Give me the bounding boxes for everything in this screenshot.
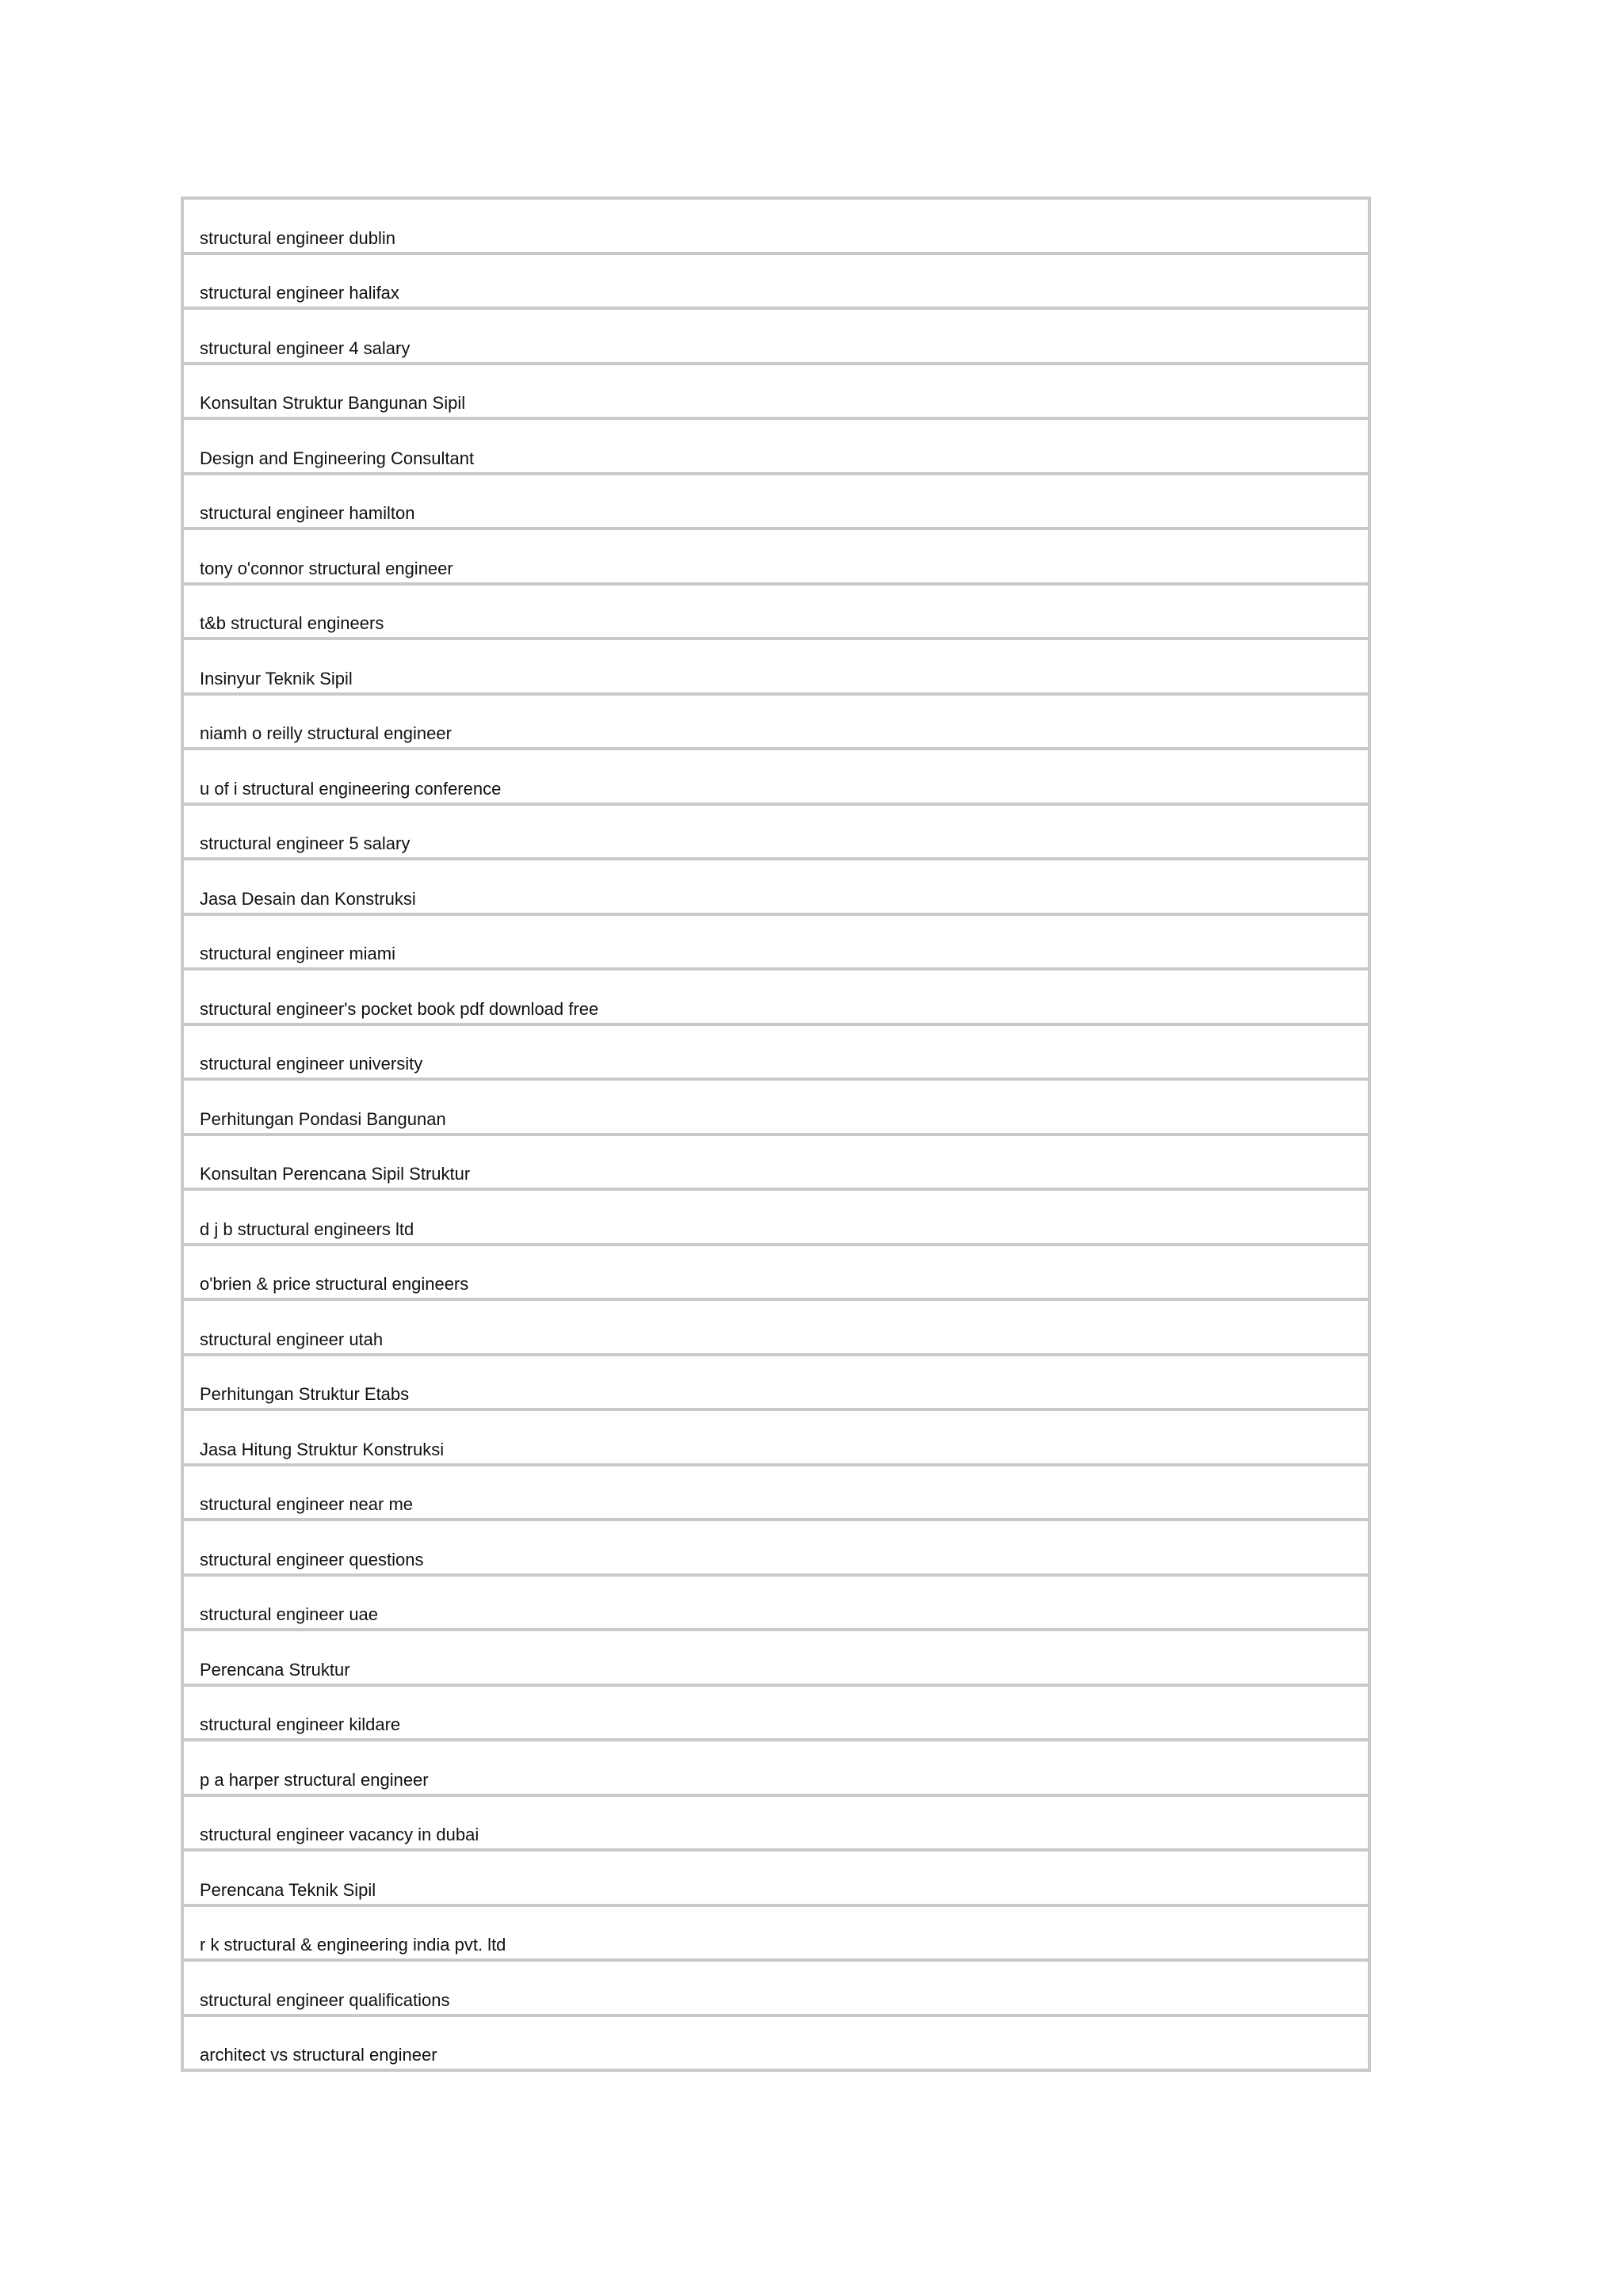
table-cell: Konsultan Struktur Bangunan Sipil <box>200 393 466 413</box>
table-row <box>184 1907 1368 1962</box>
table-row <box>184 750 1368 806</box>
table-row <box>184 255 1368 311</box>
table-cell: structural engineer utah <box>200 1329 384 1349</box>
table-row <box>184 1631 1368 1687</box>
keyword-table <box>181 196 1371 2072</box>
table-cell: r k structural & engineering india pvt. ltd <box>200 1935 506 1955</box>
table-cell: t&b structural engineers <box>200 613 384 633</box>
table-cell: structural engineer halifax <box>200 283 399 303</box>
table-cell: structural engineer near me <box>200 1494 414 1514</box>
table-cell: structural engineer vacancy in dubai <box>200 1825 479 1844</box>
table-row <box>184 860 1368 916</box>
table-row <box>184 475 1368 531</box>
table-row <box>184 1962 1368 2017</box>
table-row <box>184 806 1368 861</box>
table-cell: structural engineer miami <box>200 944 395 963</box>
table-row <box>184 1356 1368 1412</box>
table-row <box>184 1191 1368 1246</box>
table-cell: Insinyur Teknik Sipil <box>200 668 353 688</box>
table-row <box>184 1466 1368 1522</box>
table-cell: Design and Engineering Consultant <box>200 448 475 468</box>
table-row <box>184 585 1368 641</box>
table-row <box>184 1411 1368 1466</box>
table-cell: Perhitungan Struktur Etabs <box>200 1384 410 1404</box>
table-cell: structural engineer hamilton <box>200 503 415 523</box>
table-cell: Jasa Hitung Struktur Konstruksi <box>200 1439 445 1459</box>
table-row <box>184 640 1368 696</box>
table-cell: niamh o reilly structural engineer <box>200 723 452 743</box>
table-row <box>184 1687 1368 1742</box>
table-row <box>184 1741 1368 1797</box>
table-cell: tony o'connor structural engineer <box>200 558 453 578</box>
table-row <box>184 1136 1368 1192</box>
table-row <box>184 971 1368 1026</box>
table-row <box>184 696 1368 751</box>
table-row <box>184 1797 1368 1852</box>
table-cell: structural engineer kildare <box>200 1714 401 1734</box>
table-cell: structural engineer questions <box>200 1549 424 1569</box>
table-cell: p a harper structural engineer <box>200 1769 429 1790</box>
table-cell: Perhitungan Pondasi Bangunan <box>200 1108 446 1129</box>
table-row <box>184 1301 1368 1356</box>
table-cell: architect vs structural engineer <box>200 2045 437 2065</box>
table-row <box>184 1577 1368 1632</box>
table-row <box>184 200 1368 255</box>
table-cell: structural engineer qualifications <box>200 1989 450 2010</box>
table-row <box>184 916 1368 971</box>
table-cell: Perencana Struktur <box>200 1659 350 1680</box>
table-row <box>184 1852 1368 1907</box>
table-cell: structural engineer 4 salary <box>200 338 411 358</box>
table-row <box>184 2017 1368 2073</box>
table-row <box>184 365 1368 421</box>
table-cell: structural engineer university <box>200 1054 423 1074</box>
table-cell: Perencana Teknik Sipil <box>200 1879 376 1900</box>
table-row <box>184 530 1368 585</box>
table-cell: d j b structural engineers ltd <box>200 1219 414 1239</box>
table-cell: u of i structural engineering conference <box>200 778 502 799</box>
table-cell: structural engineer 5 salary <box>200 833 411 853</box>
table-row <box>184 1081 1368 1136</box>
table-cell: Jasa Desain dan Konstruksi <box>200 888 416 909</box>
table-cell: structural engineer dublin <box>200 227 396 248</box>
table-cell: structural engineer's pocket book pdf download free <box>200 998 599 1019</box>
table-cell: Konsultan Perencana Sipil Struktur <box>200 1164 471 1184</box>
table-row <box>184 1026 1368 1081</box>
table-row <box>184 1521 1368 1577</box>
table-cell: o'brien & price structural engineers <box>200 1274 469 1294</box>
table-row <box>184 420 1368 475</box>
table-row <box>184 1246 1368 1302</box>
table-row <box>184 310 1368 365</box>
table-cell: structural engineer uae <box>200 1604 379 1624</box>
